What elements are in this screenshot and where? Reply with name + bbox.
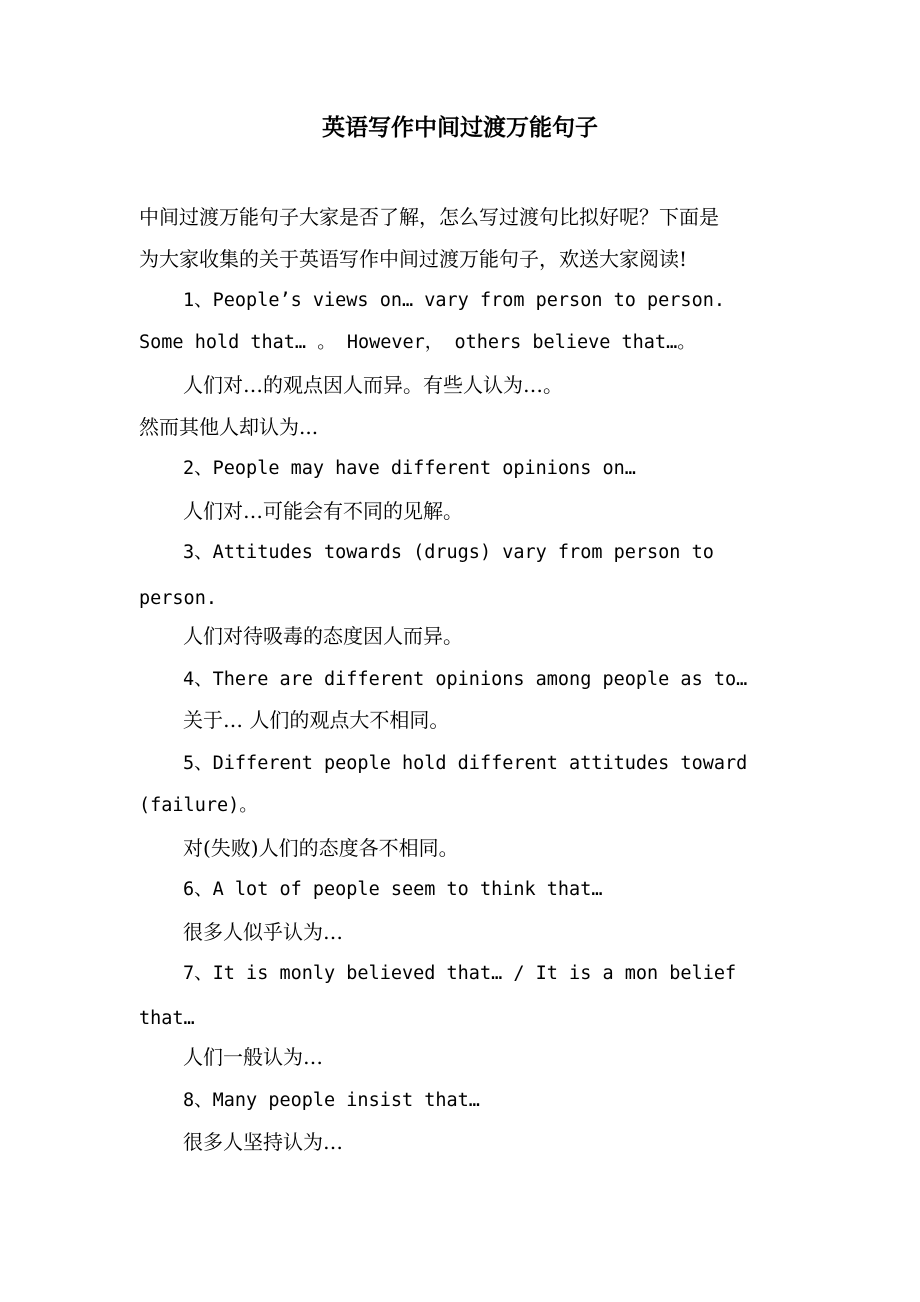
item-3-english-line-2: person. [139,588,217,609]
item-1-chinese-line-1: 人们对…的观点因人而异。有些人认为…。 [183,373,563,397]
item-6-chinese: 很多人似乎认为… [183,920,343,944]
item-1-chinese-line-2: 然而其他人却认为... [139,415,319,439]
item-7-chinese: 人们一般认为… [183,1045,323,1069]
item-7-english-line-1: 7、It is monly believed that… / It is a mon belief [183,963,737,984]
item-5-chinese: 对(失败)人们的态度各不相同。 [183,836,459,860]
item-7-english-line-2: that… [139,1008,195,1029]
item-6-english: 6、A lot of people seem to think that… [183,879,603,900]
item-4-english: 4、There are different opinions among people as to… [183,669,748,690]
item-2-english: 2、People may have different opinions on… [183,458,636,479]
item-4-chinese: 关于… 人们的观点大不相同。 [183,708,450,732]
intro-line-2: 为大家收集的关于英语写作中间过渡万能句子，欢送大家阅读! [139,247,688,271]
item-3-chinese: 人们对待吸毒的态度因人而异。 [183,624,463,648]
item-5-english-line-1: 5、Different people hold different attitudes toward [183,753,748,774]
intro-line-1: 中间过渡万能句子大家是否了解，怎么写过渡句比拟好呢？下面是 [139,205,719,229]
item-2-chinese: 人们对…可能会有不同的见解。 [183,499,463,523]
item-8-english: 8、Many people insist that… [183,1090,480,1111]
item-1-english-line-2: Some hold that… 。 However， others believe that…。 [139,332,696,353]
item-8-chinese: 很多人坚持认为… [183,1130,343,1154]
document-title: 英语写作中间过渡万能句子 [322,114,598,141]
item-1-english-line-1: 1、People’s views on… vary from person to person. [183,290,725,311]
item-5-english-line-2: (failure)。 [139,795,258,816]
item-3-english-line-1: 3、Attitudes towards (drugs) vary from person to [183,542,714,563]
